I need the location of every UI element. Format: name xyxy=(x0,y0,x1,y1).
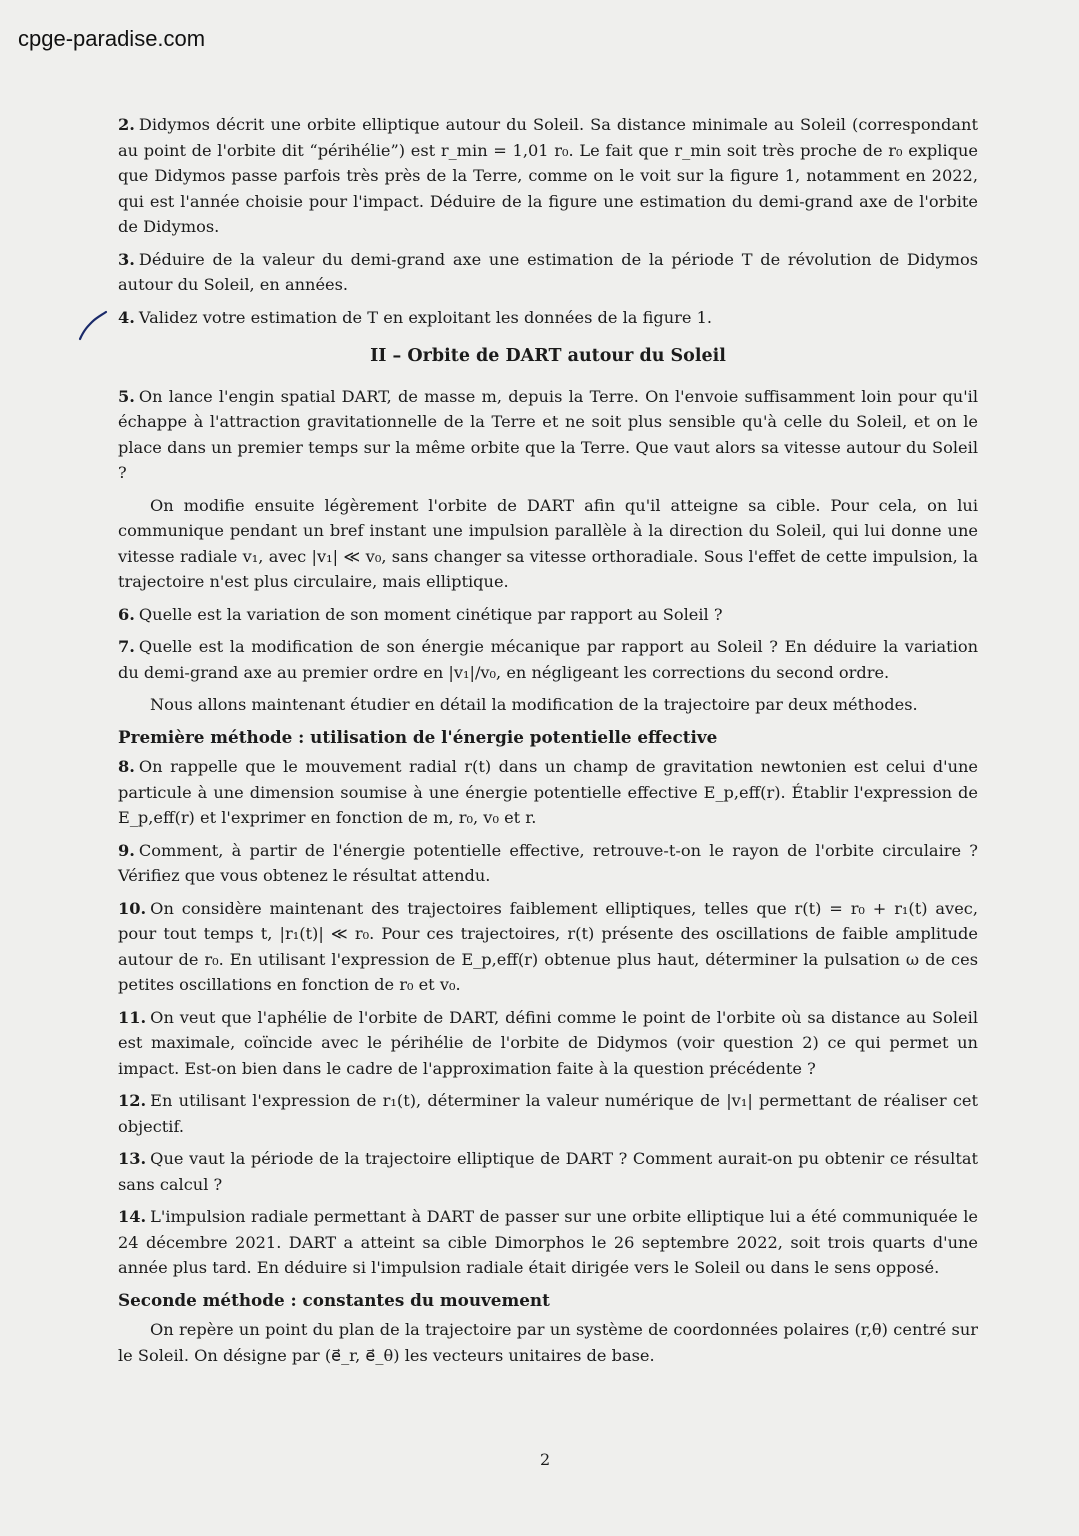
question-2 xyxy=(118,112,978,240)
question-text: Que vaut la période de la trajectoire elliptique de DART ? Comment aurait-on pu obtenir ce résultat sans calcul ? xyxy=(118,1149,978,1194)
question-7 xyxy=(118,634,978,685)
question-text: En utilisant l'expression de r₁(t), déterminer la valeur numérique de |v₁| permettant de réaliser cet objectif. xyxy=(118,1091,978,1136)
question-number: 4. xyxy=(118,307,135,327)
question-number: 2. xyxy=(118,115,135,134)
subheading-second-method: Seconde méthode : constantes du mouvement xyxy=(118,1289,550,1310)
question-6 xyxy=(118,602,978,628)
question-number: 3. xyxy=(118,249,135,269)
page-number: 2 xyxy=(540,1450,551,1469)
paragraph-impulse: On modifie ensuite légèrement l'orbite de DART afin qu'il atteigne sa cible. Pour cela, on lui communique pendant un bref instant une impulsion parallèle à la direction du Soleil, qui lui donne une vitesse radiale v₁, avec |v₁| ≪ v₀, sans changer sa vitesse orthoradiale. Sous l'effet de cette impulsion, la trajectoire n'est plus circulaire, mais elliptique. xyxy=(118,495,978,591)
question-number: 6. xyxy=(118,604,135,624)
question-number: 12. xyxy=(118,1091,147,1110)
question-text: On rappelle que le mouvement radial r(t) dans un champ de gravitation newtonien est celui d'une particule à une dimension soumise à une énergie potentielle effective E_p,eff(r). Établir l'expression de E_p,eff(r) et l'exprimer en fonction de m, r₀, v₀ et r. xyxy=(118,757,978,827)
question-number: 14. xyxy=(118,1207,147,1226)
question-number: 9. xyxy=(118,840,135,860)
question-8 xyxy=(118,754,978,831)
question-text: Déduire de la valeur du demi-grand axe une estimation de la période T de révolution de Didymos autour du Soleil, en années. xyxy=(118,249,978,294)
question-number: 13. xyxy=(118,1149,147,1168)
watermark: cpge-paradise.com xyxy=(18,26,206,51)
question-12 xyxy=(118,1088,978,1139)
question-9 xyxy=(118,838,978,889)
question-text: L'impulsion radiale permettant à DART de passer sur une orbite elliptique lui a été communiquée le 24 décembre 2021. DART a atteint sa cible Dimorphos le 26 septembre 2022, soit trois quarts d'une année plus tard. En déduire si l'impulsion radiale était dirigée vers le Soleil ou dans le sens opposé. xyxy=(118,1207,978,1277)
section-title: II – Orbite de DART autour du Soleil xyxy=(370,346,726,366)
question-14 xyxy=(118,1204,978,1281)
question-text: Quelle est la modification de son énergie mécanique par rapport au Soleil ? En déduire la variation du demi-grand axe au premier ordre en |v₁|/v₀, en négligeant les corrections du second ordre. xyxy=(118,637,978,682)
question-text: On lance l'engin spatial DART, de masse m, depuis la Terre. On l'envoie suffisamment loin pour qu'il échappe à l'attraction gravitationnelle de la Terre et ne soit plus sensible qu'à celle du Soleil, et on le place dans un premier temps sur la même orbite que la Terre. Que vaut alors sa vitesse autour du Soleil ? xyxy=(118,386,978,482)
question-text: On veut que l'aphélie de l'orbite de DART, défini comme le point de l'orbite où sa distance au Soleil est maximale, coïncide avec le périhélie de l'orbite de Didymos (voir question 2) ce qui permet un impact. Est-on bien dans le cadre de l'approximation faite à la question précédente ? xyxy=(118,1007,978,1078)
handwritten-check-mark xyxy=(76,306,110,342)
question-4 xyxy=(118,305,978,331)
paragraph-methods: Nous allons maintenant étudier en détail la modification de la trajectoire par deux méthodes. xyxy=(150,695,918,714)
question-text: Quelle est la variation de son moment cinétique par rapport au Soleil ? xyxy=(138,604,723,624)
document-body xyxy=(118,112,978,1375)
questions-part1 xyxy=(118,112,978,330)
question-text: On considère maintenant des trajectoires faiblement elliptiques, telles que r(t) = r₀ + r₁(t) avec, pour tout temps t, |r₁(t)| ≪ r₀. Pour ces trajectoires, r(t) présente des oscillations de faible amplitude autour de r₀. En utilisant l'expression de E_p,eff(r) obtenue plus haut, déterminer la pulsation ω de ces petites oscillations en fonction de r₀ et v₀. xyxy=(118,898,978,994)
question-text: Comment, à partir de l'énergie potentielle effective, retrouve-t-on le rayon de l'orbite circulaire ? Vérifiez que vous obtenez le résultat attendu. xyxy=(118,840,978,885)
question-text: Didymos décrit une orbite elliptique autour du Soleil. Sa distance minimale au Soleil (correspondant au point de l'orbite dit “périhélie”) est r_min = 1,01 r₀. Le fait que r_min soit très proche de r₀ explique que Didymos passe parfois très près de la Terre, comme on le voit sur la figure 1, notamment en 2022, qui est l'année choisie pour l'impact. Déduire de la figure une estimation du demi-grand axe de l'orbite de Didymos. xyxy=(118,115,978,236)
question-10 xyxy=(118,896,978,998)
question-5 xyxy=(118,384,978,486)
paragraph-polar-coordinates: On repère un point du plan de la trajectoire par un système de coordonnées polaires (r,θ) centré sur le Soleil. On désigne par (e⃗_r, e⃗_θ) les vecteurs unitaires de base. xyxy=(118,1320,978,1365)
question-text: Validez votre estimation de T en exploitant les données de la figure 1. xyxy=(138,307,713,327)
question-number: 8. xyxy=(118,757,135,776)
subheading-first-method: Première méthode : utilisation de l'énergie potentielle effective xyxy=(118,726,718,747)
question-number: 5. xyxy=(118,386,135,406)
question-11 xyxy=(118,1005,978,1082)
question-number: 11. xyxy=(118,1007,147,1027)
question-3 xyxy=(118,247,978,298)
question-number: 7. xyxy=(118,637,135,656)
question-number: 10. xyxy=(118,898,147,918)
question-13 xyxy=(118,1146,978,1197)
